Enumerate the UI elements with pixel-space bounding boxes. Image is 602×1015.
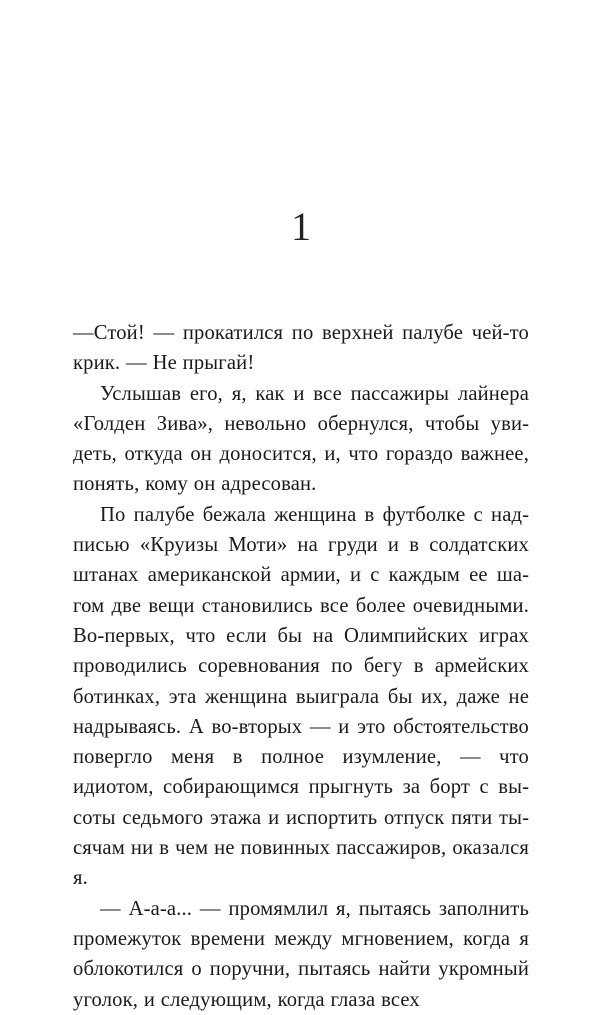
chapter-body [73,318,529,1015]
chapter-number: 1 [291,204,311,249]
paragraph-2: Услышав его, я, как и все пассажиры лайнера «Голден Зива», невольно обернулся, чтобы увидеть, откуда он доносится, и, что гораздо важнее, понять, кому он адресован. [73,382,529,496]
paragraph-4: — А-а-а... — промямлил я, пытаясь заполнить промежуток времени между мгновением, когда я облокотился о поручни, пытаясь найти укромный уголок, и следующим, когда глаза всех [73,897,529,1011]
paragraph-3: По палубе бежала женщина в футболке с надписью «Круизы Моти» на груди и в солдатских штанах американской армии, и с каждым ее шагом две вещи становились все более очевидными. Во-первых, что если бы на Олимпийских играх проводились соревнования по бегу в армейских ботинках, эта женщина выиграла бы их, даже не надрываясь. А во-вторых — и это обстоятельство повергло меня в полное изумление, — что идиотом, собирающимся прыгнуть за борт с высоты седьмого этажа и испортить отпуск пяти тысячам ни в чем не повинных пассажиров, оказался я. [73,503,529,890]
paragraph-1: —Стой! — прокатился по верхней палубе чей-то крик. — Не прыгай! [73,322,529,375]
